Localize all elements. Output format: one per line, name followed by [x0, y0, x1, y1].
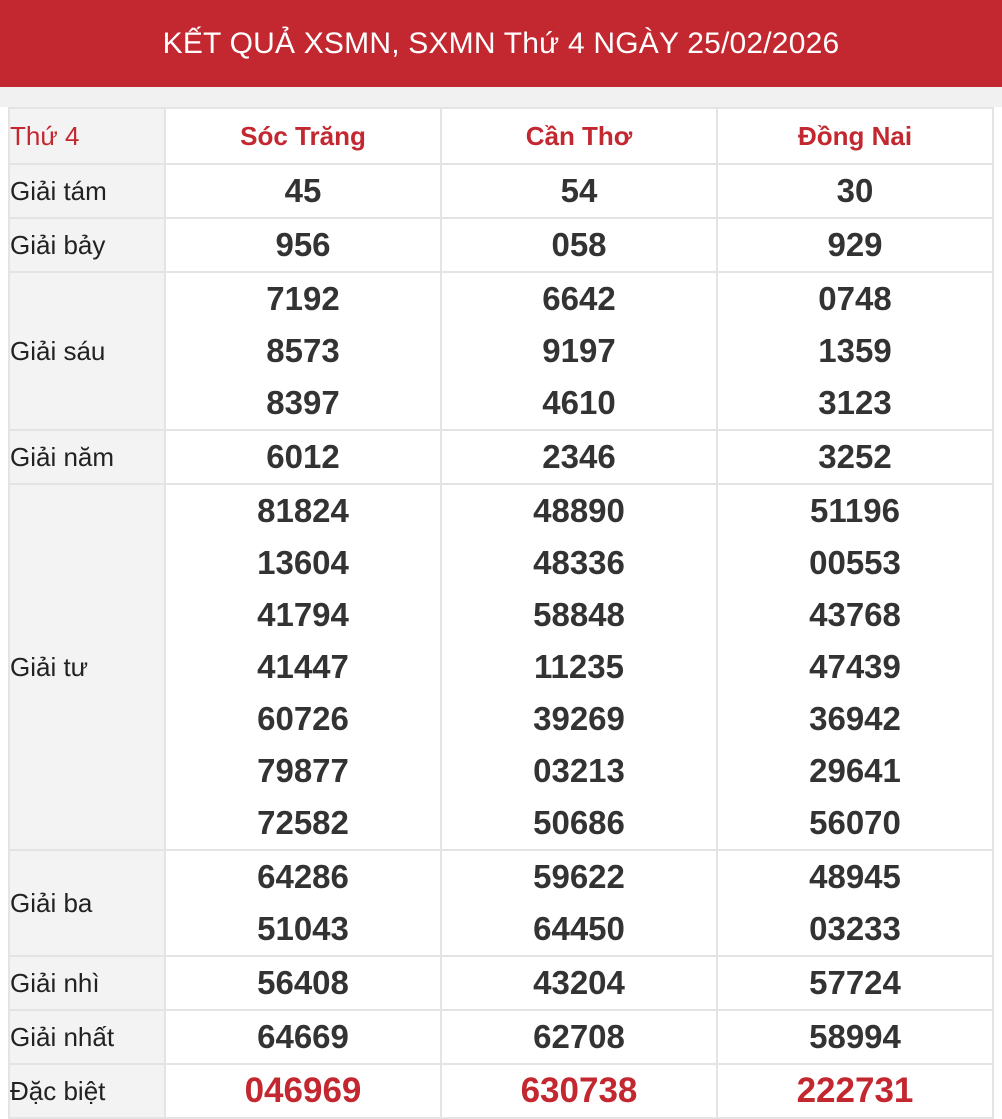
- prize-number: 30: [836, 172, 874, 209]
- page-title: KẾT QUẢ XSMN, SXMN Thứ 4 NGÀY 25/02/2026: [162, 26, 840, 60]
- prize-number: 03213: [533, 752, 625, 789]
- prize-number: 41794: [257, 596, 349, 633]
- prize-number: 56408: [257, 964, 349, 1001]
- prize-number: 11235: [534, 648, 624, 685]
- prize-number: 62708: [533, 1018, 625, 1055]
- prize-number: 8573: [266, 332, 340, 369]
- table-row: [9, 272, 993, 430]
- prize-number: 64286: [257, 858, 349, 895]
- prize-cell-can-tho: [441, 272, 717, 430]
- results-table: [8, 107, 994, 1119]
- prize-cell-dong-nai: [717, 850, 993, 956]
- prize-number: 03233: [809, 910, 901, 947]
- prize-label: Giải sáu: [9, 272, 165, 430]
- prize-cell-soc-trang: [165, 430, 441, 484]
- province-header-can-tho[interactable]: Cần Thơ: [441, 108, 717, 164]
- prize-number: 6012: [266, 438, 340, 475]
- prize-cell-can-tho: [441, 430, 717, 484]
- table-row: [9, 1064, 993, 1118]
- prize-number: 48945: [809, 858, 901, 895]
- prize-number: 1359: [818, 332, 892, 369]
- table-row: [9, 484, 993, 850]
- prize-cell-dong-nai: [717, 164, 993, 218]
- prize-number: 81824: [257, 492, 349, 529]
- prize-number: 45: [284, 172, 322, 209]
- prize-label: Giải nhì: [9, 956, 165, 1010]
- special-prize-number: 630738: [520, 1071, 638, 1110]
- prize-cell-dong-nai: [717, 430, 993, 484]
- prize-label: Giải ba: [9, 850, 165, 956]
- prize-cell-soc-trang: [165, 218, 441, 272]
- prize-number: 929: [827, 226, 883, 263]
- prize-number: 13604: [257, 544, 349, 581]
- prize-number: 57724: [809, 964, 901, 1001]
- prize-cell-can-tho: [441, 218, 717, 272]
- prize-cell-can-tho: [441, 850, 717, 956]
- prize-number: 9197: [542, 332, 616, 369]
- prize-number: 72582: [257, 804, 349, 841]
- prize-cell-soc-trang: [165, 164, 441, 218]
- prize-number: 60726: [257, 700, 349, 737]
- prize-cell-soc-trang: [165, 956, 441, 1010]
- prize-number: 47439: [809, 648, 901, 685]
- prize-number: 43768: [809, 596, 901, 633]
- prize-cell-soc-trang: [165, 484, 441, 850]
- prize-number: 29641: [809, 752, 901, 789]
- prize-number: 4610: [542, 384, 616, 421]
- prize-number: 2346: [542, 438, 616, 475]
- prize-label: Đặc biệt: [9, 1064, 165, 1118]
- special-prize-number: 222731: [796, 1071, 914, 1110]
- header-spacer: [0, 87, 1002, 107]
- table-row: [9, 430, 993, 484]
- prize-number: 0748: [818, 280, 892, 317]
- prize-cell-can-tho: [441, 484, 717, 850]
- table-row: [9, 956, 993, 1010]
- prize-cell-dong-nai: [717, 484, 993, 850]
- prize-number: 54: [560, 172, 598, 209]
- results-body: [9, 164, 993, 1118]
- prize-cell-can-tho: [441, 956, 717, 1010]
- prize-label: Giải nhất: [9, 1010, 165, 1064]
- table-row: [9, 1010, 993, 1064]
- prize-number: 3123: [818, 384, 892, 421]
- prize-number: 56070: [809, 804, 901, 841]
- prize-label: Giải tư: [9, 484, 165, 850]
- prize-number: 48890: [533, 492, 625, 529]
- prize-cell-can-tho: [441, 1010, 717, 1064]
- table-row: [9, 850, 993, 956]
- prize-number: 58994: [809, 1018, 901, 1055]
- prize-cell-dong-nai: [717, 1010, 993, 1064]
- prize-number: 59622: [533, 858, 625, 895]
- prize-number: 8397: [266, 384, 340, 421]
- table-row: [9, 218, 993, 272]
- prize-number: 00553: [809, 544, 901, 581]
- prize-number: 6642: [542, 280, 616, 317]
- prize-cell-soc-trang: [165, 1010, 441, 1064]
- prize-number: 64669: [257, 1018, 349, 1055]
- prize-cell-soc-trang: [165, 850, 441, 956]
- prize-number: 39269: [533, 700, 625, 737]
- prize-cell-can-tho: [441, 1064, 717, 1118]
- province-header-dong-nai[interactable]: Đồng Nai: [717, 108, 993, 164]
- prize-number: 48336: [533, 544, 625, 581]
- day-header: Thứ 4: [9, 108, 165, 164]
- prize-number: 7192: [266, 280, 340, 317]
- prize-cell-dong-nai: [717, 272, 993, 430]
- prize-number: 956: [275, 226, 331, 263]
- prize-number: 3252: [818, 438, 892, 475]
- prize-number: 43204: [533, 964, 625, 1001]
- table-row: [9, 164, 993, 218]
- prize-cell-dong-nai: [717, 956, 993, 1010]
- prize-label: Giải năm: [9, 430, 165, 484]
- prize-number: 58848: [533, 596, 625, 633]
- prize-number: 79877: [257, 752, 349, 789]
- prize-cell-soc-trang: [165, 272, 441, 430]
- prize-cell-soc-trang: [165, 1064, 441, 1118]
- prize-number: 36942: [809, 700, 901, 737]
- prize-number: 50686: [533, 804, 625, 841]
- province-header-soc-trang[interactable]: Sóc Trăng: [165, 108, 441, 164]
- prize-number: 41447: [257, 648, 349, 685]
- prize-number: 51043: [257, 910, 349, 947]
- prize-number: 51196: [810, 492, 900, 529]
- special-prize-number: 046969: [244, 1071, 362, 1110]
- prize-cell-dong-nai: [717, 218, 993, 272]
- prize-cell-dong-nai: [717, 1064, 993, 1118]
- prize-label: Giải tám: [9, 164, 165, 218]
- prize-number: 058: [551, 226, 607, 263]
- table-header-row: [9, 108, 993, 164]
- title-bar: [0, 0, 1002, 87]
- prize-number: 64450: [533, 910, 625, 947]
- prize-label: Giải bảy: [9, 218, 165, 272]
- prize-cell-can-tho: [441, 164, 717, 218]
